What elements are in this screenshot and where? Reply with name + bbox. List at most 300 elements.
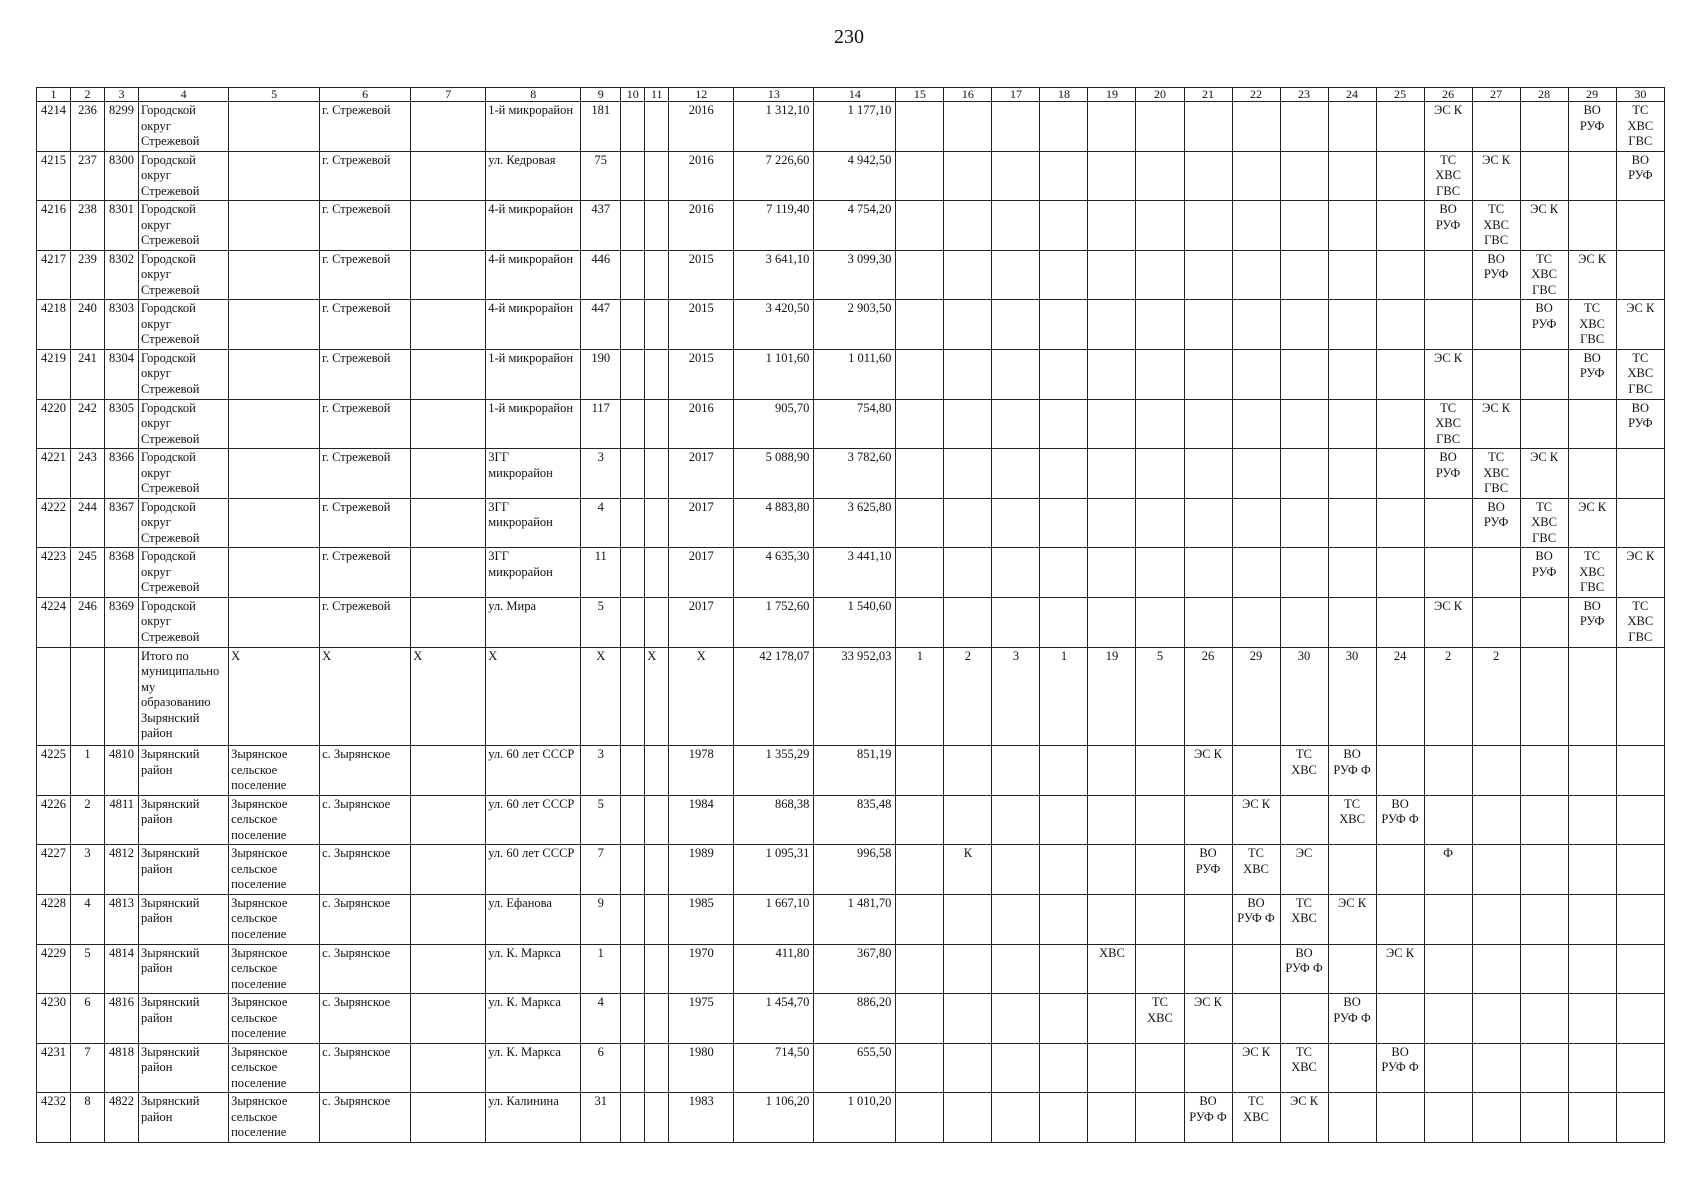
cell-col-9: 5 <box>581 597 621 647</box>
cell-col-26 <box>1424 1043 1472 1093</box>
table-row <box>37 597 1665 647</box>
cell-col-19 <box>1088 1093 1136 1143</box>
cell-col-2: 241 <box>71 349 105 399</box>
cell-col-4: Городской округ Стрежевой <box>139 498 229 548</box>
cell-col-9: 75 <box>581 151 621 201</box>
column-header: 7 <box>411 88 486 102</box>
cell-col-8: X <box>486 647 581 746</box>
cell-col-16 <box>944 1043 992 1093</box>
column-header: 14 <box>814 88 896 102</box>
cell-col-12: 1985 <box>669 894 734 944</box>
cell-col-18 <box>1040 399 1088 449</box>
cell-col-27 <box>1472 548 1520 598</box>
cell-col-14: 3 625,80 <box>814 498 896 548</box>
cell-col-6: г. Стрежевой <box>320 449 411 499</box>
cell-col-10 <box>621 845 645 895</box>
cell-col-30: ЭС К <box>1616 548 1664 598</box>
column-header: 29 <box>1568 88 1616 102</box>
table-row <box>37 548 1665 598</box>
cell-col-3: 8369 <box>105 597 139 647</box>
cell-col-24 <box>1328 449 1376 499</box>
cell-col-15 <box>896 994 944 1044</box>
cell-col-23 <box>1280 151 1328 201</box>
cell-col-18 <box>1040 1043 1088 1093</box>
column-header: 10 <box>621 88 645 102</box>
cell-col-20 <box>1136 102 1184 152</box>
cell-col-7 <box>411 449 486 499</box>
cell-col-29: ВО РУФ <box>1568 349 1616 399</box>
cell-col-1: 4225 <box>37 746 71 796</box>
cell-col-29 <box>1568 795 1616 845</box>
cell-col-26: Ф <box>1424 845 1472 895</box>
cell-col-11 <box>645 250 669 300</box>
cell-col-10 <box>621 894 645 944</box>
cell-col-11 <box>645 795 669 845</box>
cell-col-16 <box>944 449 992 499</box>
cell-col-23 <box>1280 102 1328 152</box>
cell-col-15 <box>896 597 944 647</box>
cell-col-23: ВО РУФ Ф <box>1280 944 1328 994</box>
cell-col-20 <box>1136 250 1184 300</box>
cell-col-18 <box>1040 300 1088 350</box>
cell-col-20 <box>1136 894 1184 944</box>
cell-col-24: ВО РУФ Ф <box>1328 746 1376 796</box>
cell-col-12: 2016 <box>669 399 734 449</box>
cell-col-14: 3 441,10 <box>814 548 896 598</box>
cell-col-26 <box>1424 894 1472 944</box>
cell-col-17 <box>992 300 1040 350</box>
cell-col-29: ЭС К <box>1568 250 1616 300</box>
cell-col-13: 1 106,20 <box>734 1093 814 1143</box>
cell-col-19 <box>1088 746 1136 796</box>
column-header: 23 <box>1280 88 1328 102</box>
cell-col-28 <box>1520 151 1568 201</box>
cell-col-9: 5 <box>581 795 621 845</box>
cell-col-22 <box>1232 449 1280 499</box>
cell-col-16 <box>944 795 992 845</box>
column-header: 9 <box>581 88 621 102</box>
cell-col-26 <box>1424 746 1472 796</box>
cell-col-27: 2 <box>1472 647 1520 746</box>
cell-col-16: К <box>944 845 992 895</box>
table-row <box>37 944 1665 994</box>
cell-col-19 <box>1088 102 1136 152</box>
page-number: 230 <box>834 26 864 48</box>
cell-col-23: ТС ХВС <box>1280 894 1328 944</box>
cell-col-15 <box>896 845 944 895</box>
cell-col-3 <box>105 647 139 746</box>
cell-col-28 <box>1520 597 1568 647</box>
cell-col-21: ЭС К <box>1184 746 1232 796</box>
cell-col-1: 4231 <box>37 1043 71 1093</box>
cell-col-8: ул. Ефанова <box>486 894 581 944</box>
cell-col-8: 4-й микрорайон <box>486 250 581 300</box>
cell-col-19 <box>1088 399 1136 449</box>
cell-col-1: 4219 <box>37 349 71 399</box>
cell-col-6: г. Стрежевой <box>320 498 411 548</box>
cell-col-17 <box>992 944 1040 994</box>
cell-col-12: 2016 <box>669 151 734 201</box>
cell-col-16: 2 <box>944 647 992 746</box>
cell-col-14: 1 540,60 <box>814 597 896 647</box>
cell-col-25: ВО РУФ Ф <box>1376 795 1424 845</box>
cell-col-9: X <box>581 647 621 746</box>
cell-col-4: Зырянский район <box>139 944 229 994</box>
cell-col-18 <box>1040 349 1088 399</box>
cell-col-21: ВО РУФ <box>1184 845 1232 895</box>
cell-col-23 <box>1280 597 1328 647</box>
cell-col-23 <box>1280 300 1328 350</box>
cell-col-24 <box>1328 349 1376 399</box>
cell-col-22 <box>1232 349 1280 399</box>
cell-col-21 <box>1184 102 1232 152</box>
cell-col-5: Зырянское сельское поселение <box>229 795 320 845</box>
cell-col-11 <box>645 102 669 152</box>
cell-col-23 <box>1280 795 1328 845</box>
cell-col-6: X <box>320 647 411 746</box>
column-header: 25 <box>1376 88 1424 102</box>
cell-col-20 <box>1136 1093 1184 1143</box>
cell-col-6: г. Стрежевой <box>320 548 411 598</box>
cell-col-6: с. Зырянское <box>320 1093 411 1143</box>
cell-col-25 <box>1376 498 1424 548</box>
cell-col-6: г. Стрежевой <box>320 151 411 201</box>
cell-col-9: 7 <box>581 845 621 895</box>
cell-col-14: 835,48 <box>814 795 896 845</box>
cell-col-29 <box>1568 201 1616 251</box>
cell-col-4: Зырянский район <box>139 1093 229 1143</box>
cell-col-22: ТС ХВС <box>1232 845 1280 895</box>
cell-col-18 <box>1040 894 1088 944</box>
cell-col-8: ул. 60 лет СССР <box>486 845 581 895</box>
cell-col-23 <box>1280 498 1328 548</box>
cell-col-9: 3 <box>581 746 621 796</box>
cell-col-17 <box>992 201 1040 251</box>
cell-col-20: 5 <box>1136 647 1184 746</box>
cell-col-3: 4810 <box>105 746 139 796</box>
cell-col-12: 2017 <box>669 597 734 647</box>
cell-col-23: ЭС К <box>1280 1093 1328 1143</box>
cell-col-22 <box>1232 250 1280 300</box>
cell-col-5 <box>229 250 320 300</box>
column-header: 20 <box>1136 88 1184 102</box>
cell-col-21: ВО РУФ Ф <box>1184 1093 1232 1143</box>
cell-col-27 <box>1472 795 1520 845</box>
cell-col-4: Городской округ Стрежевой <box>139 597 229 647</box>
cell-col-26: ЭС К <box>1424 597 1472 647</box>
cell-col-16 <box>944 746 992 796</box>
cell-col-28 <box>1520 1043 1568 1093</box>
table-row <box>37 498 1665 548</box>
cell-col-7 <box>411 746 486 796</box>
cell-col-24 <box>1328 1093 1376 1143</box>
cell-col-19 <box>1088 597 1136 647</box>
cell-col-20 <box>1136 498 1184 548</box>
cell-col-1: 4214 <box>37 102 71 152</box>
cell-col-12: 1970 <box>669 944 734 994</box>
cell-col-25 <box>1376 250 1424 300</box>
cell-col-24: ТС ХВС <box>1328 795 1376 845</box>
cell-col-21 <box>1184 399 1232 449</box>
cell-col-21: 26 <box>1184 647 1232 746</box>
cell-col-23 <box>1280 201 1328 251</box>
cell-col-14: 1 177,10 <box>814 102 896 152</box>
cell-col-24 <box>1328 498 1376 548</box>
column-header: 5 <box>229 88 320 102</box>
cell-col-18 <box>1040 151 1088 201</box>
cell-col-21 <box>1184 894 1232 944</box>
cell-col-4: Городской округ Стрежевой <box>139 102 229 152</box>
cell-col-26 <box>1424 300 1472 350</box>
cell-col-30 <box>1616 201 1664 251</box>
cell-col-8: 1-й микрорайон <box>486 349 581 399</box>
cell-col-28 <box>1520 845 1568 895</box>
cell-col-5 <box>229 102 320 152</box>
cell-col-5 <box>229 597 320 647</box>
cell-col-12: 1975 <box>669 994 734 1044</box>
cell-col-27 <box>1472 300 1520 350</box>
cell-col-2: 7 <box>71 1043 105 1093</box>
table-row <box>37 102 1665 152</box>
cell-col-13: 411,80 <box>734 944 814 994</box>
cell-col-22 <box>1232 151 1280 201</box>
cell-col-7 <box>411 399 486 449</box>
cell-col-3: 8304 <box>105 349 139 399</box>
cell-col-17 <box>992 597 1040 647</box>
cell-col-6: г. Стрежевой <box>320 102 411 152</box>
cell-col-24 <box>1328 250 1376 300</box>
cell-col-7 <box>411 845 486 895</box>
cell-col-5 <box>229 399 320 449</box>
cell-col-23 <box>1280 399 1328 449</box>
cell-col-5: Зырянское сельское поселение <box>229 746 320 796</box>
cell-col-21 <box>1184 548 1232 598</box>
cell-col-15 <box>896 151 944 201</box>
cell-col-22 <box>1232 994 1280 1044</box>
cell-col-17 <box>992 102 1040 152</box>
cell-col-11 <box>645 1093 669 1143</box>
cell-col-14: 33 952,03 <box>814 647 896 746</box>
cell-col-26: ТС ХВС ГВС <box>1424 399 1472 449</box>
cell-col-24: ВО РУФ Ф <box>1328 994 1376 1044</box>
cell-col-15 <box>896 548 944 598</box>
cell-col-12: 2016 <box>669 201 734 251</box>
cell-col-17 <box>992 795 1040 845</box>
cell-col-4: Зырянский район <box>139 994 229 1044</box>
cell-col-12: 1983 <box>669 1093 734 1143</box>
cell-col-7 <box>411 201 486 251</box>
cell-col-23 <box>1280 449 1328 499</box>
cell-col-30 <box>1616 795 1664 845</box>
cell-col-14: 3 782,60 <box>814 449 896 499</box>
cell-col-14: 2 903,50 <box>814 300 896 350</box>
table-row <box>37 201 1665 251</box>
cell-col-3: 4811 <box>105 795 139 845</box>
cell-col-18 <box>1040 498 1088 548</box>
cell-col-15 <box>896 399 944 449</box>
cell-col-19: ХВС <box>1088 944 1136 994</box>
cell-col-3: 8300 <box>105 151 139 201</box>
cell-col-10 <box>621 994 645 1044</box>
table-row <box>37 1093 1665 1143</box>
cell-col-2: 243 <box>71 449 105 499</box>
cell-col-15 <box>896 201 944 251</box>
cell-col-17 <box>992 845 1040 895</box>
cell-col-14: 754,80 <box>814 399 896 449</box>
table-row <box>37 250 1665 300</box>
cell-col-5 <box>229 498 320 548</box>
cell-col-25: 24 <box>1376 647 1424 746</box>
cell-col-18 <box>1040 944 1088 994</box>
cell-col-22 <box>1232 746 1280 796</box>
cell-col-11: X <box>645 647 669 746</box>
cell-col-2: 4 <box>71 894 105 944</box>
cell-col-17 <box>992 1043 1040 1093</box>
cell-col-12: 2015 <box>669 300 734 350</box>
cell-col-28 <box>1520 102 1568 152</box>
cell-col-2: 5 <box>71 944 105 994</box>
cell-col-18 <box>1040 795 1088 845</box>
column-header: 21 <box>1184 88 1232 102</box>
cell-col-25 <box>1376 894 1424 944</box>
cell-col-7 <box>411 597 486 647</box>
cell-col-20 <box>1136 349 1184 399</box>
cell-col-10 <box>621 449 645 499</box>
cell-col-13: 868,38 <box>734 795 814 845</box>
cell-col-3: 4813 <box>105 894 139 944</box>
cell-col-15 <box>896 894 944 944</box>
cell-col-13: 3 641,10 <box>734 250 814 300</box>
cell-col-30: ВО РУФ <box>1616 151 1664 201</box>
cell-col-19 <box>1088 795 1136 845</box>
cell-col-19 <box>1088 449 1136 499</box>
cell-col-19 <box>1088 845 1136 895</box>
cell-col-19 <box>1088 300 1136 350</box>
column-header: 8 <box>486 88 581 102</box>
table-body <box>37 102 1665 1143</box>
cell-col-21 <box>1184 597 1232 647</box>
cell-col-9: 437 <box>581 201 621 251</box>
cell-col-4: Городской округ Стрежевой <box>139 548 229 598</box>
cell-col-13: 42 178,07 <box>734 647 814 746</box>
cell-col-5 <box>229 300 320 350</box>
cell-col-17 <box>992 1093 1040 1143</box>
cell-col-30: ТС ХВС ГВС <box>1616 597 1664 647</box>
cell-col-7 <box>411 349 486 399</box>
cell-col-11 <box>645 597 669 647</box>
cell-col-11 <box>645 944 669 994</box>
cell-col-24 <box>1328 201 1376 251</box>
cell-col-29: ТС ХВС ГВС <box>1568 300 1616 350</box>
cell-col-2: 244 <box>71 498 105 548</box>
cell-col-16 <box>944 399 992 449</box>
cell-col-11 <box>645 300 669 350</box>
cell-col-11 <box>645 845 669 895</box>
cell-col-22: ВО РУФ Ф <box>1232 894 1280 944</box>
cell-col-4: Зырянский район <box>139 845 229 895</box>
cell-col-12: X <box>669 647 734 746</box>
cell-col-8: 1-й микрорайон <box>486 399 581 449</box>
cell-col-2: 240 <box>71 300 105 350</box>
column-header: 17 <box>992 88 1040 102</box>
cell-col-10 <box>621 597 645 647</box>
cell-col-12: 1978 <box>669 746 734 796</box>
cell-col-13: 4 635,30 <box>734 548 814 598</box>
cell-col-25 <box>1376 597 1424 647</box>
cell-col-8: 3ГГ микрорайон <box>486 449 581 499</box>
cell-col-6: г. Стрежевой <box>320 597 411 647</box>
cell-col-6: г. Стрежевой <box>320 201 411 251</box>
cell-col-29: ТС ХВС ГВС <box>1568 548 1616 598</box>
cell-col-20: ТС ХВС <box>1136 994 1184 1044</box>
cell-col-22 <box>1232 548 1280 598</box>
cell-col-22 <box>1232 597 1280 647</box>
cell-col-19 <box>1088 250 1136 300</box>
cell-col-20 <box>1136 597 1184 647</box>
cell-col-7 <box>411 994 486 1044</box>
column-header: 28 <box>1520 88 1568 102</box>
cell-col-30: ЭС К <box>1616 300 1664 350</box>
cell-col-21 <box>1184 498 1232 548</box>
column-header: 11 <box>645 88 669 102</box>
cell-col-29 <box>1568 894 1616 944</box>
cell-col-18 <box>1040 548 1088 598</box>
cell-col-8: ул. 60 лет СССР <box>486 795 581 845</box>
cell-col-13: 7 119,40 <box>734 201 814 251</box>
cell-col-23 <box>1280 349 1328 399</box>
cell-col-9: 11 <box>581 548 621 598</box>
cell-col-3: 8368 <box>105 548 139 598</box>
cell-col-23 <box>1280 548 1328 598</box>
cell-col-25 <box>1376 548 1424 598</box>
cell-col-27: ТС ХВС ГВС <box>1472 201 1520 251</box>
cell-col-27 <box>1472 1093 1520 1143</box>
cell-col-1: 4223 <box>37 548 71 598</box>
cell-col-25 <box>1376 845 1424 895</box>
cell-col-26: ЭС К <box>1424 102 1472 152</box>
cell-col-16 <box>944 151 992 201</box>
cell-col-15 <box>896 449 944 499</box>
cell-col-3: 4812 <box>105 845 139 895</box>
cell-col-20 <box>1136 944 1184 994</box>
cell-col-2 <box>71 647 105 746</box>
cell-col-10 <box>621 151 645 201</box>
cell-col-16 <box>944 994 992 1044</box>
cell-col-27 <box>1472 994 1520 1044</box>
cell-col-8: 3ГГ микрорайон <box>486 498 581 548</box>
cell-col-13: 1 101,60 <box>734 349 814 399</box>
cell-col-26: 2 <box>1424 647 1472 746</box>
cell-col-27: ЭС К <box>1472 151 1520 201</box>
cell-col-17 <box>992 449 1040 499</box>
cell-col-30 <box>1616 1093 1664 1143</box>
cell-col-30 <box>1616 250 1664 300</box>
cell-col-18 <box>1040 746 1088 796</box>
cell-col-16 <box>944 498 992 548</box>
cell-col-9: 447 <box>581 300 621 350</box>
cell-col-2: 239 <box>71 250 105 300</box>
cell-col-24 <box>1328 548 1376 598</box>
cell-col-19 <box>1088 349 1136 399</box>
cell-col-14: 996,58 <box>814 845 896 895</box>
cell-col-5: Зырянское сельское поселение <box>229 894 320 944</box>
cell-col-4: Городской округ Стрежевой <box>139 250 229 300</box>
cell-col-13: 7 226,60 <box>734 151 814 201</box>
cell-col-9: 4 <box>581 498 621 548</box>
cell-col-12: 2015 <box>669 250 734 300</box>
cell-col-30: ВО РУФ <box>1616 399 1664 449</box>
cell-col-24 <box>1328 102 1376 152</box>
